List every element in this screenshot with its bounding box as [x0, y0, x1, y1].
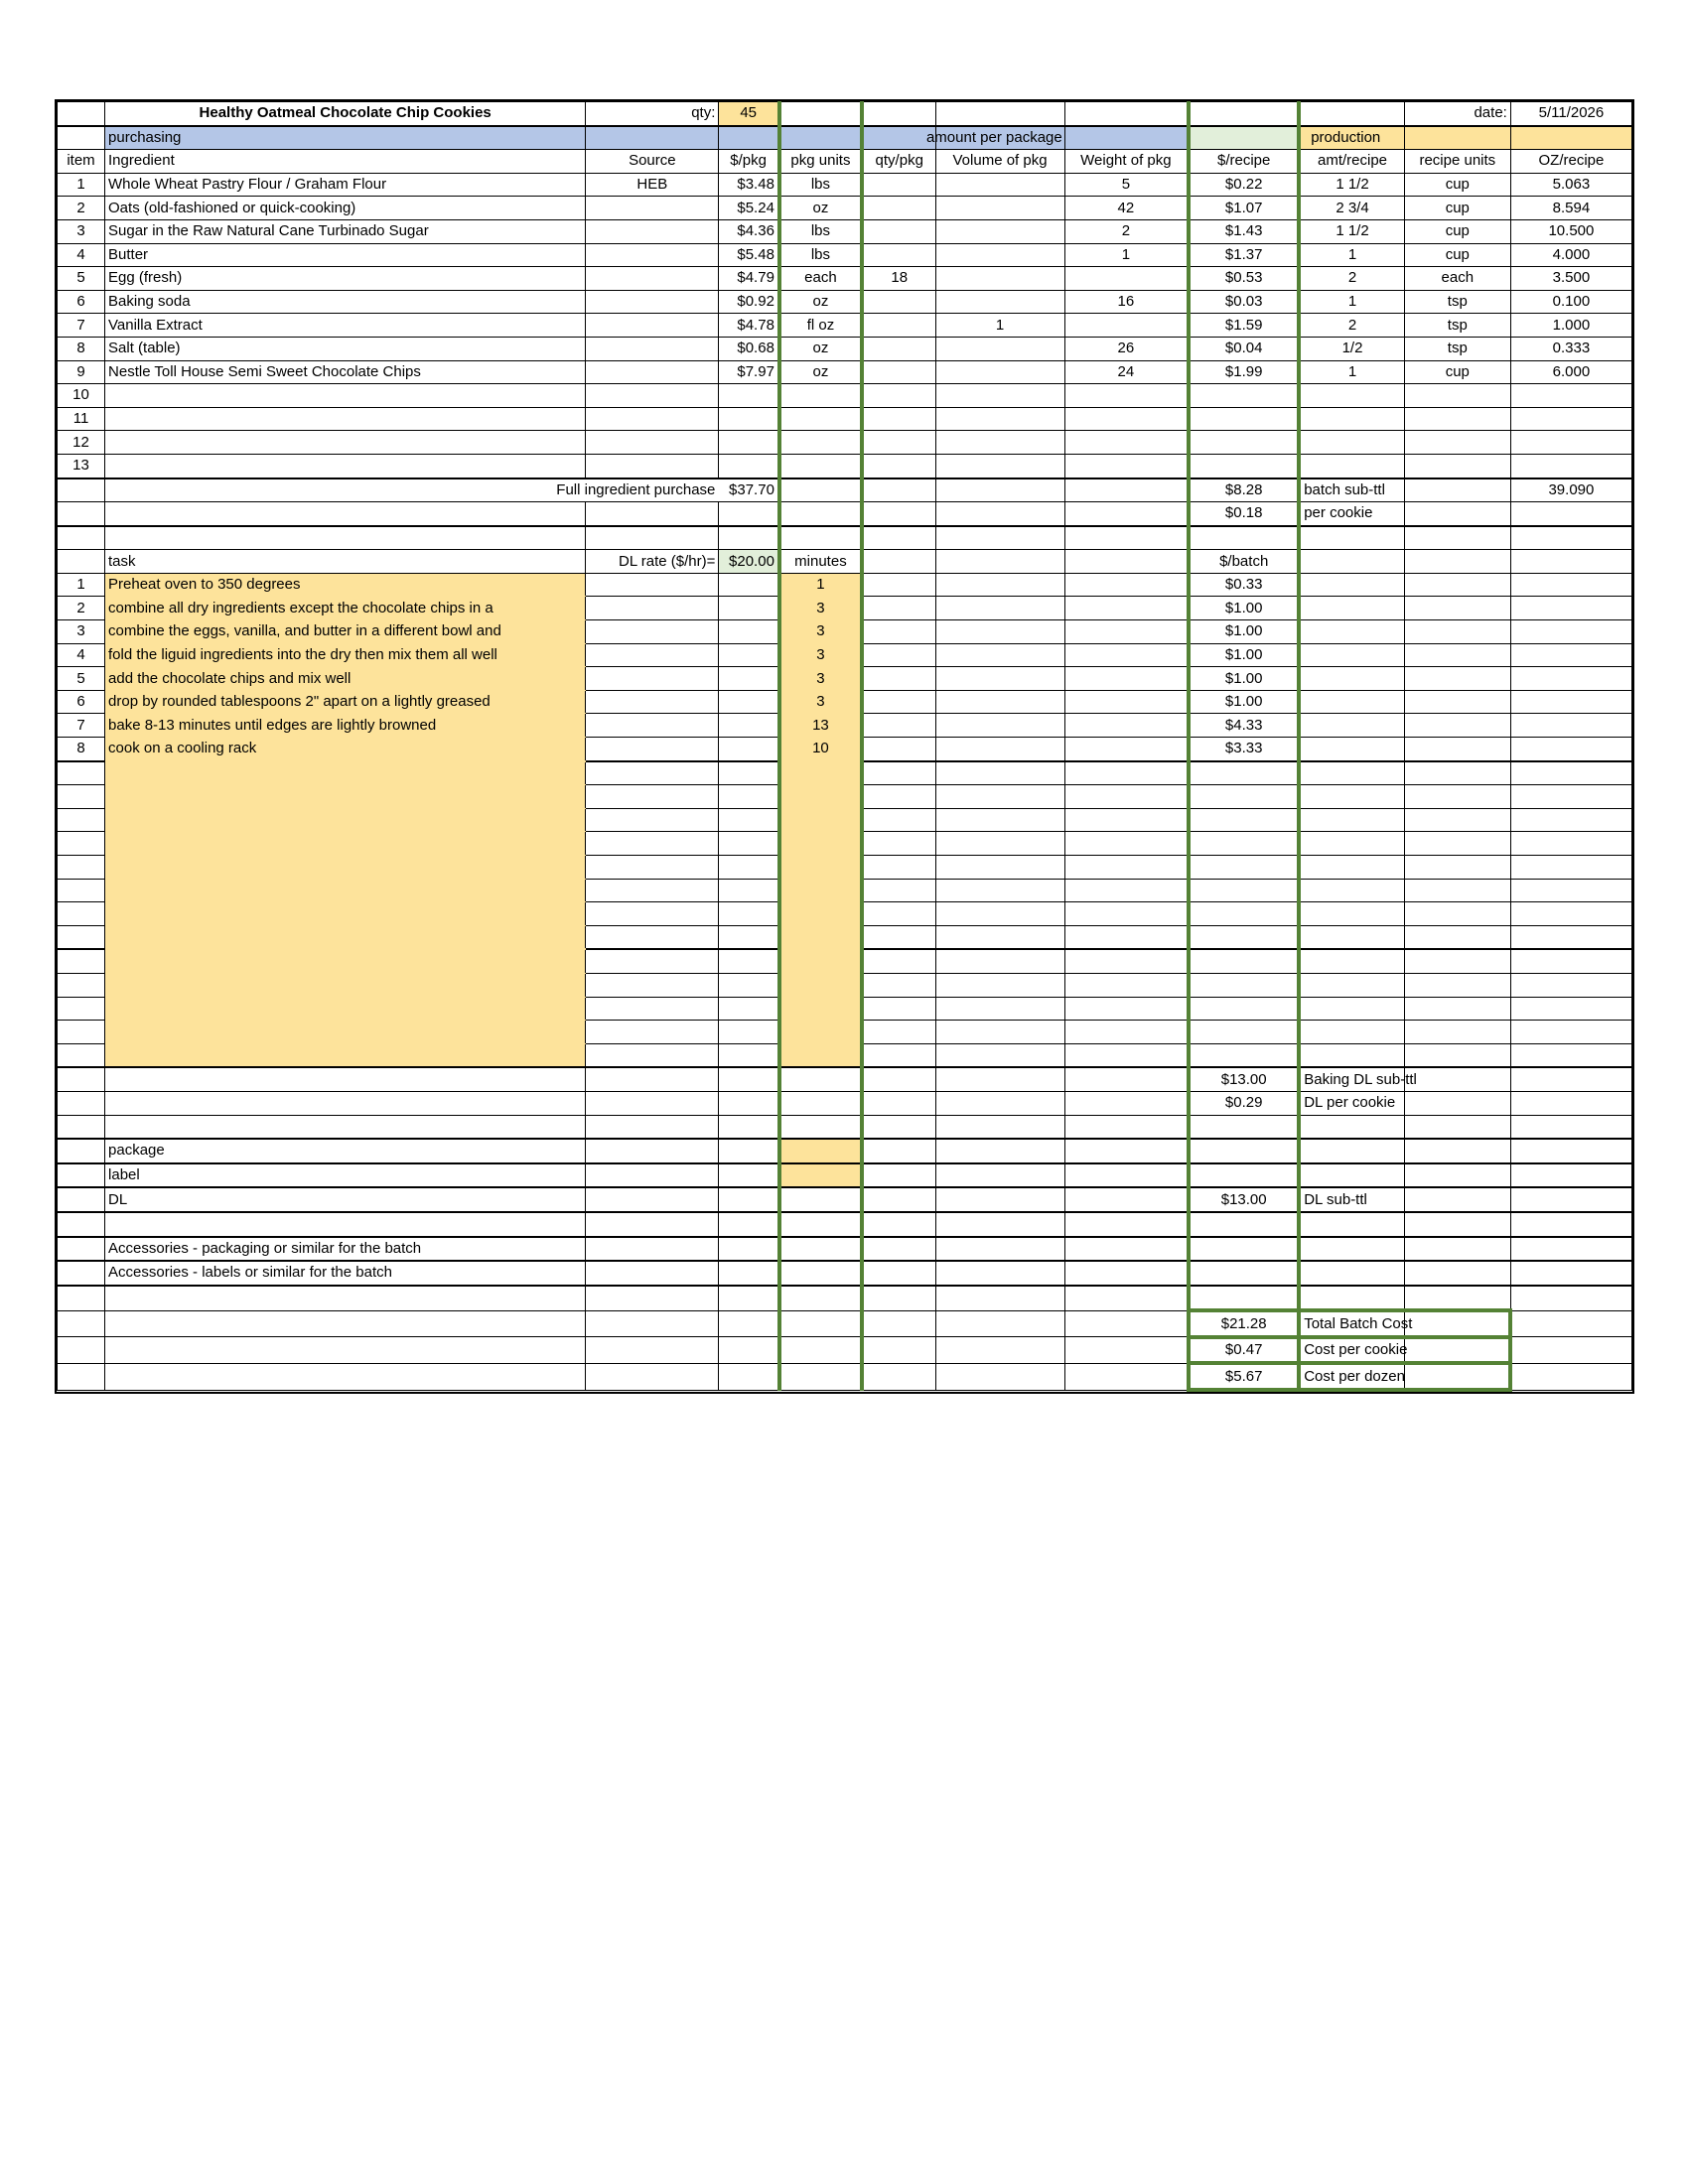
ingredient-oz: 5.063 — [1510, 173, 1631, 197]
cost-per-cookie: $0.47 — [1189, 1337, 1299, 1364]
ingredient-source[interactable] — [586, 243, 719, 267]
ingredient-pkg-units[interactable] — [779, 407, 862, 431]
ingredient-row — [58, 290, 1632, 314]
ingredient-name[interactable]: Nestle Toll House Semi Sweet Chocolate Chips — [105, 360, 586, 384]
task-text[interactable]: cook on a cooling rack — [105, 738, 586, 761]
task-row — [58, 997, 1632, 1021]
full-purchase-label: Full ingredient purchase — [105, 478, 719, 502]
ingredient-qty-pkg[interactable] — [862, 290, 935, 314]
ingredient-pkg-units[interactable] — [779, 454, 862, 478]
ingredient-row — [58, 267, 1632, 291]
ingredient-oz: 10.500 — [1510, 219, 1631, 243]
ingredient-row — [58, 337, 1632, 360]
ingredient-weight[interactable]: 42 — [1064, 197, 1189, 220]
ingredient-qty-pkg[interactable] — [862, 337, 935, 360]
full-purchase-value: $37.70 — [719, 478, 779, 502]
ingredient-price[interactable]: $0.92 — [719, 290, 779, 314]
ingredient-pkg-units[interactable] — [779, 431, 862, 455]
ingredient-name[interactable]: Vanilla Extract — [105, 314, 586, 338]
ingredient-row — [58, 219, 1632, 243]
ingredient-volume[interactable]: 1 — [935, 314, 1064, 338]
dl-rate-label: DL rate ($/hr)= — [586, 550, 719, 574]
task-cost: $1.00 — [1189, 597, 1299, 620]
task-row — [58, 925, 1632, 949]
ingredient-pkg-units[interactable]: each — [779, 267, 862, 291]
ingredient-weight[interactable] — [1064, 407, 1189, 431]
ingredient-recipe-units[interactable]: tsp — [1404, 337, 1510, 360]
package-row — [58, 1139, 1632, 1163]
section-band-row — [58, 126, 1632, 150]
col-source: Source — [586, 150, 719, 174]
spacer-row — [58, 526, 1632, 550]
ingredient-volume[interactable] — [935, 290, 1064, 314]
task-cost: $4.33 — [1189, 714, 1299, 738]
ingredient-price[interactable]: $4.36 — [719, 219, 779, 243]
ingredient-pkg-units[interactable]: oz — [779, 197, 862, 220]
ingredient-cost-per-recipe: $0.22 — [1189, 173, 1299, 197]
task-cost: $1.00 — [1189, 643, 1299, 667]
ingredient-cost-per-recipe: $0.03 — [1189, 290, 1299, 314]
ingredient-volume[interactable] — [935, 267, 1064, 291]
ingredient-recipe-units[interactable]: tsp — [1404, 314, 1510, 338]
col-volume: Volume of pkg — [935, 150, 1064, 174]
task-cost: $0.33 — [1189, 573, 1299, 597]
ingredient-weight[interactable]: 5 — [1064, 173, 1189, 197]
table-body — [58, 102, 1632, 1391]
task-minutes[interactable]: 3 — [779, 597, 862, 620]
ingredient-pkg-units[interactable] — [779, 384, 862, 408]
ingredient-weight[interactable]: 26 — [1064, 337, 1189, 360]
item-number: 5 — [58, 267, 105, 291]
dl-subtotal-value: $13.00 — [1189, 1187, 1299, 1212]
task-number: 2 — [58, 597, 105, 620]
batch-subtotal-label: batch sub-ttl — [1299, 478, 1404, 502]
per-batch-header: $/batch — [1189, 550, 1299, 574]
ingredient-source[interactable]: HEB — [586, 173, 719, 197]
date-value[interactable]: 5/11/2026 — [1510, 102, 1631, 126]
cost-per-dozen-label: Cost per dozen — [1299, 1363, 1404, 1390]
ingredient-name[interactable]: Whole Wheat Pastry Flour / Graham Flour — [105, 173, 586, 197]
task-row — [58, 949, 1632, 973]
col-price: $/pkg — [719, 150, 779, 174]
col-pkg-units: pkg units — [779, 150, 862, 174]
ingredient-oz: 0.100 — [1510, 290, 1631, 314]
recipe-title: Healthy Oatmeal Chocolate Chip Cookies — [105, 102, 586, 126]
task-row — [58, 856, 1632, 880]
ingredient-qty-pkg[interactable] — [862, 454, 935, 478]
labor-header-row — [58, 550, 1632, 574]
ingredient-pkg-units[interactable]: lbs — [779, 243, 862, 267]
ingredient-source[interactable] — [586, 431, 719, 455]
ingredient-volume[interactable] — [935, 360, 1064, 384]
task-row — [58, 808, 1632, 832]
col-weight: Weight of pkg — [1064, 150, 1189, 174]
cost-per-dozen-row — [58, 1363, 1632, 1390]
per-cookie-label: per cookie — [1299, 502, 1404, 526]
item-number: 10 — [58, 384, 105, 408]
task-minutes[interactable]: 3 — [779, 690, 862, 714]
ingredient-oz: 1.000 — [1510, 314, 1631, 338]
accessories-labels-label: Accessories - labels or similar for the batch — [105, 1261, 586, 1286]
accessories-packaging-label: Accessories - packaging or similar for the batch — [105, 1237, 586, 1262]
ingredient-row — [58, 243, 1632, 267]
ingredient-name[interactable]: Butter — [105, 243, 586, 267]
column-header-row — [58, 150, 1632, 174]
ingredient-volume[interactable] — [935, 454, 1064, 478]
ingredient-weight[interactable] — [1064, 431, 1189, 455]
ingredient-volume[interactable] — [935, 384, 1064, 408]
ingredient-amt[interactable] — [1299, 407, 1404, 431]
ingredient-row — [58, 384, 1632, 408]
ingredient-cost-per-recipe: $0.53 — [1189, 267, 1299, 291]
ingredient-price[interactable]: $3.48 — [719, 173, 779, 197]
ingredient-oz: 3.500 — [1510, 267, 1631, 291]
ingredient-qty-pkg[interactable] — [862, 219, 935, 243]
task-text[interactable]: combine the eggs, vanilla, and butter in a different bowl and — [105, 620, 586, 644]
ingredient-source[interactable] — [586, 267, 719, 291]
ingredient-recipe-units[interactable]: cup — [1404, 360, 1510, 384]
ingredient-name[interactable] — [105, 384, 586, 408]
cost-per-cookie-label: Cost per cookie — [1299, 1337, 1404, 1364]
ingredient-source[interactable] — [586, 384, 719, 408]
ingredient-oz: 6.000 — [1510, 360, 1631, 384]
accessories-labels-row — [58, 1261, 1632, 1286]
ingredient-weight[interactable]: 24 — [1064, 360, 1189, 384]
label-row — [58, 1163, 1632, 1188]
ingredient-source[interactable] — [586, 454, 719, 478]
ingredient-recipe-units[interactable] — [1404, 384, 1510, 408]
task-row — [58, 832, 1632, 856]
ingredient-weight[interactable] — [1064, 267, 1189, 291]
ingredient-amt[interactable]: 1 1/2 — [1299, 219, 1404, 243]
item-number: 3 — [58, 219, 105, 243]
item-number: 7 — [58, 314, 105, 338]
baking-dl-subtotal-label: Baking DL sub-ttl — [1299, 1067, 1404, 1091]
ingredient-oz: 8.594 — [1510, 197, 1631, 220]
task-row — [58, 738, 1632, 761]
ingredient-row — [58, 454, 1632, 478]
cost-per-cookie-row — [58, 1337, 1632, 1364]
task-row — [58, 620, 1632, 644]
task-text[interactable]: Preheat oven to 350 degrees — [105, 573, 586, 597]
ingredient-qty-pkg[interactable] — [862, 197, 935, 220]
ingredient-pkg-units[interactable]: oz — [779, 290, 862, 314]
ingredient-row — [58, 173, 1632, 197]
ingredient-cost-per-recipe: $1.07 — [1189, 197, 1299, 220]
ingredient-cost-per-recipe — [1189, 431, 1299, 455]
ingredient-volume[interactable] — [935, 197, 1064, 220]
ingredient-weight[interactable]: 2 — [1064, 219, 1189, 243]
ingredient-recipe-units[interactable]: cup — [1404, 173, 1510, 197]
ingredient-pkg-units[interactable]: lbs — [779, 173, 862, 197]
task-row — [58, 1043, 1632, 1067]
task-cost: $1.00 — [1189, 620, 1299, 644]
ingredient-name[interactable] — [105, 407, 586, 431]
task-number: 4 — [58, 643, 105, 667]
ingredient-recipe-units[interactable] — [1404, 454, 1510, 478]
task-minutes[interactable]: 3 — [779, 620, 862, 644]
ingredient-cost-per-recipe: $1.59 — [1189, 314, 1299, 338]
task-row — [58, 690, 1632, 714]
ingredient-price[interactable]: $4.78 — [719, 314, 779, 338]
ingredient-source[interactable] — [586, 407, 719, 431]
task-minutes[interactable]: 3 — [779, 667, 862, 691]
ingredient-oz — [1510, 384, 1631, 408]
col-oz: OZ/recipe — [1510, 150, 1631, 174]
ingredient-name[interactable]: Salt (table) — [105, 337, 586, 360]
item-number: 13 — [58, 454, 105, 478]
ingredient-amt[interactable]: 1 — [1299, 290, 1404, 314]
amount-per-package-band: amount per package — [925, 128, 1062, 146]
task-row — [58, 714, 1632, 738]
ingredient-row — [58, 431, 1632, 455]
ingredient-oz — [1510, 431, 1631, 455]
qty-value[interactable]: 45 — [719, 102, 779, 126]
task-row — [58, 785, 1632, 809]
item-number: 9 — [58, 360, 105, 384]
ingredient-qty-pkg[interactable] — [862, 360, 935, 384]
ingredient-recipe-units[interactable]: cup — [1404, 219, 1510, 243]
item-number: 12 — [58, 431, 105, 455]
purchase-total-row — [58, 478, 1632, 502]
dl-per-cookie-row — [58, 1091, 1632, 1115]
task-number: 7 — [58, 714, 105, 738]
item-number: 1 — [58, 173, 105, 197]
task-text[interactable]: drop by rounded tablespoons 2" apart on a lightly greased — [105, 690, 586, 714]
ingredient-oz: 0.333 — [1510, 337, 1631, 360]
dl-row — [58, 1187, 1632, 1212]
ingredient-name[interactable]: Oats (old-fashioned or quick-cooking) — [105, 197, 586, 220]
col-recipe-units: recipe units — [1404, 150, 1510, 174]
ingredient-amt[interactable]: 2 3/4 — [1299, 197, 1404, 220]
ingredient-row — [58, 314, 1632, 338]
task-cost: $3.33 — [1189, 738, 1299, 761]
ingredient-price[interactable] — [719, 407, 779, 431]
ingredient-amt[interactable] — [1299, 431, 1404, 455]
task-number: 8 — [58, 738, 105, 761]
item-number: 2 — [58, 197, 105, 220]
purchasing-band: purchasing — [105, 126, 586, 150]
ingredient-amt[interactable] — [1299, 384, 1404, 408]
col-amt: amt/recipe — [1299, 150, 1404, 174]
dl-subtotal-row — [58, 1067, 1632, 1091]
ingredient-qty-pkg[interactable]: 18 — [862, 267, 935, 291]
spacer-row — [58, 1286, 1632, 1311]
ingredient-price[interactable]: $5.48 — [719, 243, 779, 267]
ingredient-row — [58, 407, 1632, 431]
production-band: production — [1299, 126, 1404, 150]
task-row — [58, 1021, 1632, 1044]
ingredient-weight[interactable]: 1 — [1064, 243, 1189, 267]
item-number: 8 — [58, 337, 105, 360]
ingredient-pkg-units[interactable]: oz — [779, 337, 862, 360]
task-number: 3 — [58, 620, 105, 644]
task-row — [58, 643, 1632, 667]
package-label: package — [105, 1139, 586, 1163]
task-minutes[interactable]: 10 — [779, 738, 862, 761]
ingredient-pkg-units[interactable]: fl oz — [779, 314, 862, 338]
spacer-row — [58, 1212, 1632, 1237]
col-item: item — [58, 150, 105, 174]
ingredient-source[interactable] — [586, 360, 719, 384]
ingredient-source[interactable] — [586, 337, 719, 360]
dl-rate-value[interactable]: $20.00 — [719, 550, 779, 574]
dl-per-cookie: $0.29 — [1189, 1091, 1299, 1115]
task-text[interactable]: fold the liguid ingredients into the dry then mix them all well — [105, 643, 586, 667]
ingredient-cost-per-recipe: $0.04 — [1189, 337, 1299, 360]
ingredient-volume[interactable] — [935, 431, 1064, 455]
label-label: label — [105, 1163, 586, 1188]
spacer-row — [58, 1115, 1632, 1139]
qty-label: qty: — [586, 102, 719, 126]
ingredient-name[interactable] — [105, 431, 586, 455]
task-header: task — [105, 550, 586, 574]
ingredient-qty-pkg[interactable] — [862, 243, 935, 267]
ingredient-amt[interactable] — [1299, 454, 1404, 478]
ingredient-cost-per-recipe: $1.43 — [1189, 219, 1299, 243]
ingredient-amt[interactable]: 1 1/2 — [1299, 173, 1404, 197]
ingredient-cost-per-recipe — [1189, 384, 1299, 408]
ingredient-volume[interactable] — [935, 337, 1064, 360]
ingredient-recipe-units[interactable]: cup — [1404, 197, 1510, 220]
task-row — [58, 597, 1632, 620]
task-text[interactable]: combine all dry ingredients except the chocolate chips in a — [105, 597, 586, 620]
task-minutes[interactable]: 3 — [779, 643, 862, 667]
ingredient-per-cookie: $0.18 — [1189, 502, 1299, 526]
item-number: 11 — [58, 407, 105, 431]
col-per-recipe: $/recipe — [1189, 150, 1299, 174]
cost-per-dozen: $5.67 — [1189, 1363, 1299, 1390]
ingredient-price[interactable]: $5.24 — [719, 197, 779, 220]
cost-spreadsheet — [55, 99, 1634, 1394]
ingredient-source[interactable] — [586, 197, 719, 220]
task-text[interactable]: add the chocolate chips and mix well — [105, 667, 586, 691]
baking-dl-subtotal: $13.00 — [1189, 1067, 1299, 1091]
ingredient-recipe-units[interactable] — [1404, 431, 1510, 455]
task-row — [58, 573, 1632, 597]
ingredient-oz — [1510, 407, 1631, 431]
ingredient-cost-per-recipe — [1189, 454, 1299, 478]
ingredient-price[interactable]: $0.68 — [719, 337, 779, 360]
ingredient-qty-pkg[interactable] — [862, 431, 935, 455]
ingredient-price[interactable] — [719, 384, 779, 408]
ingredient-name[interactable]: Egg (fresh) — [105, 267, 586, 291]
item-number: 6 — [58, 290, 105, 314]
task-number: 5 — [58, 667, 105, 691]
ingredient-oz: 4.000 — [1510, 243, 1631, 267]
ingredient-name[interactable] — [105, 454, 586, 478]
ingredient-name[interactable]: Baking soda — [105, 290, 586, 314]
task-row — [58, 902, 1632, 926]
task-minutes[interactable]: 13 — [779, 714, 862, 738]
ingredient-volume[interactable] — [935, 243, 1064, 267]
task-row — [58, 667, 1632, 691]
total-batch-row — [58, 1310, 1632, 1337]
ingredient-row — [58, 360, 1632, 384]
task-minutes[interactable]: 1 — [779, 573, 862, 597]
ingredient-recipe-units[interactable]: each — [1404, 267, 1510, 291]
ingredient-amt[interactable]: 1/2 — [1299, 337, 1404, 360]
accessories-packaging-row — [58, 1237, 1632, 1262]
ingredient-price[interactable] — [719, 454, 779, 478]
oz-total: 39.090 — [1510, 478, 1631, 502]
ingredient-volume[interactable] — [935, 173, 1064, 197]
ingredient-qty-pkg[interactable] — [862, 407, 935, 431]
ingredient-weight[interactable]: 16 — [1064, 290, 1189, 314]
cost-table — [57, 101, 1632, 1392]
ingredient-row — [58, 197, 1632, 220]
total-batch-cost-label: Total Batch Cost — [1299, 1310, 1404, 1337]
ingredient-qty-pkg[interactable] — [862, 384, 935, 408]
title-row — [58, 102, 1632, 126]
ingredient-pkg-units[interactable]: lbs — [779, 219, 862, 243]
ingredient-name[interactable]: Sugar in the Raw Natural Cane Turbinado Sugar — [105, 219, 586, 243]
ingredient-cost-per-recipe: $1.99 — [1189, 360, 1299, 384]
task-number: 1 — [58, 573, 105, 597]
ingredient-qty-pkg[interactable] — [862, 314, 935, 338]
per-cookie-row — [58, 502, 1632, 526]
ingredient-cost-per-recipe: $1.37 — [1189, 243, 1299, 267]
ingredient-source[interactable] — [586, 219, 719, 243]
task-row — [58, 879, 1632, 902]
ingredient-cost-per-recipe — [1189, 407, 1299, 431]
col-ingredient: Ingredient — [105, 150, 586, 174]
dl-subtotal-label: DL sub-ttl — [1299, 1187, 1404, 1212]
dl-per-cookie-label: DL per cookie — [1299, 1091, 1404, 1115]
task-cost: $1.00 — [1189, 667, 1299, 691]
ingredient-weight[interactable] — [1064, 454, 1189, 478]
ingredient-weight[interactable] — [1064, 314, 1189, 338]
ingredient-price[interactable]: $7.97 — [719, 360, 779, 384]
task-text[interactable]: bake 8-13 minutes until edges are lightly browned — [105, 714, 586, 738]
ingredient-price[interactable] — [719, 431, 779, 455]
minutes-header: minutes — [779, 550, 862, 574]
ingredient-amt[interactable]: 2 — [1299, 314, 1404, 338]
ingredient-volume[interactable] — [935, 219, 1064, 243]
ingredient-source[interactable] — [586, 290, 719, 314]
task-row — [58, 761, 1632, 785]
dl-label: DL — [105, 1187, 586, 1212]
task-cost: $1.00 — [1189, 690, 1299, 714]
task-row — [58, 973, 1632, 997]
ingredient-oz — [1510, 454, 1631, 478]
item-number: 4 — [58, 243, 105, 267]
ingredient-weight[interactable] — [1064, 384, 1189, 408]
ingredient-recipe-units[interactable]: tsp — [1404, 290, 1510, 314]
ingredient-amt[interactable]: 1 — [1299, 360, 1404, 384]
ingredient-source[interactable] — [586, 314, 719, 338]
ingredient-amt[interactable]: 1 — [1299, 243, 1404, 267]
ingredient-price[interactable]: $4.79 — [719, 267, 779, 291]
ingredient-recipe-units[interactable] — [1404, 407, 1510, 431]
ingredient-volume[interactable] — [935, 407, 1064, 431]
ingredient-recipe-units[interactable]: cup — [1404, 243, 1510, 267]
col-qty-pkg: qty/pkg — [862, 150, 935, 174]
date-label: date: — [1404, 102, 1510, 126]
batch-subtotal-value: $8.28 — [1189, 478, 1299, 502]
ingredient-amt[interactable]: 2 — [1299, 267, 1404, 291]
ingredient-qty-pkg[interactable] — [862, 173, 935, 197]
ingredient-pkg-units[interactable]: oz — [779, 360, 862, 384]
task-number: 6 — [58, 690, 105, 714]
total-batch-cost: $21.28 — [1189, 1310, 1299, 1337]
